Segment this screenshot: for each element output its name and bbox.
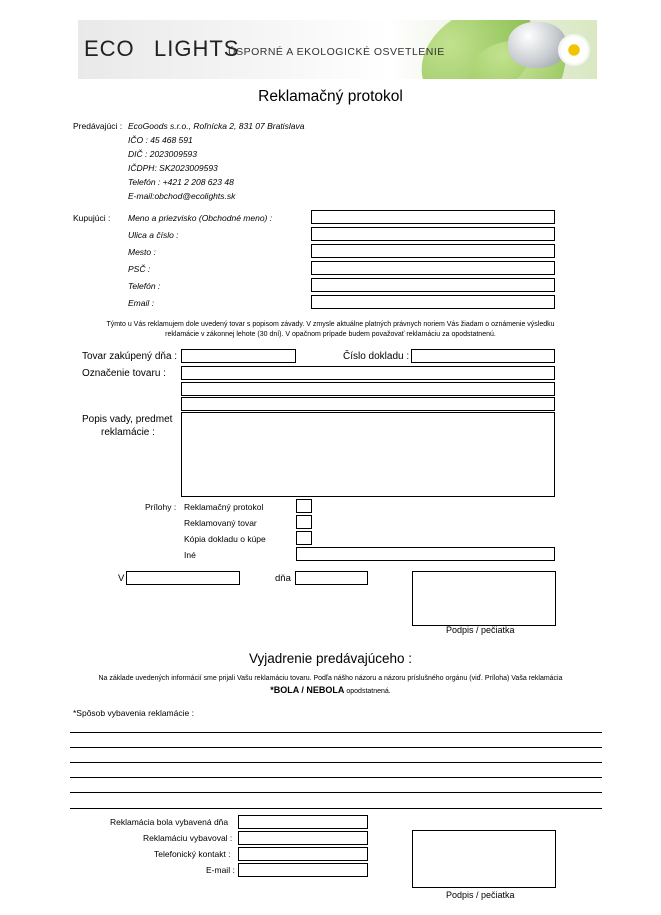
notice-line: reklamácie v zákonnej lehote (30 dní). V opačnom prípade budem považovať reklamáciu za opodstatnenú. (165, 331, 496, 338)
resolved-date-label: Reklamácia bola vybavená dňa (110, 817, 229, 827)
product-field-3[interactable] (181, 397, 555, 411)
attachment-checkbox-protocol[interactable] (296, 499, 312, 513)
resolution-line[interactable] (70, 808, 602, 809)
product-field-1[interactable] (181, 366, 555, 380)
buyer-field-label: Meno a priezvisko (Obchodné meno) : (128, 213, 273, 223)
attachment-checkbox-receipt[interactable] (296, 531, 312, 545)
seller-line: IČO : 45 468 591 (128, 135, 193, 145)
logo-text-left: ECO (84, 36, 135, 61)
product-label: Označenie tovaru : (82, 368, 166, 379)
resolution-line[interactable] (70, 792, 602, 793)
purchased-date-label: Tovar zakúpený dňa : (82, 351, 178, 362)
attachment-other-field[interactable] (296, 547, 555, 561)
defect-label-2: reklamácie : (101, 427, 155, 438)
date-label: dňa (275, 573, 291, 584)
resolved-date-field[interactable] (238, 815, 368, 829)
product-field-2[interactable] (181, 382, 555, 396)
buyer-field-label: Telefón : (128, 281, 161, 291)
attachment-item: Reklamovaný tovar (184, 518, 257, 528)
email-contact-field[interactable] (238, 863, 368, 877)
verdict-suffix: opodstatnená. (346, 688, 391, 695)
attachment-item: Iné (184, 550, 196, 560)
defect-label: Popis vady, predmet (82, 414, 173, 425)
resolved-by-field[interactable] (238, 831, 368, 845)
seller-line: DIČ : 2023009593 (128, 149, 197, 159)
buyer-field-label: Mesto : (128, 247, 156, 257)
buyer-field-label: Email : (128, 298, 154, 308)
buyer-field-label: Ulica a číslo : (128, 230, 179, 240)
verdict-options: *BOLA / NEBOLA (270, 685, 345, 695)
seller-signature-label: Podpis / pečiatka (446, 890, 515, 900)
place-field[interactable] (126, 571, 240, 585)
place-label: V (118, 573, 125, 584)
buyer-field-label: PSČ : (128, 264, 151, 274)
document-number-field[interactable] (411, 349, 555, 363)
document-number-label: Číslo dokladu : (343, 351, 410, 362)
seller-statement-title: Vyjadrenie predávajúceho : (248, 651, 413, 666)
seller-signature-box[interactable] (412, 830, 556, 888)
buyer-signature-box[interactable] (412, 571, 556, 626)
attachment-item: Reklamačný protokol (184, 502, 264, 512)
email-contact-label: E-mail : (206, 865, 235, 875)
logo-text-right: LIGHTS (154, 36, 240, 61)
resolution-line[interactable] (70, 732, 602, 733)
resolved-by-label: Reklamáciu vybavoval : (143, 833, 233, 843)
resolution-line[interactable] (70, 762, 602, 763)
statement-line: Na základe uvedených informácií sme prijali Vašu reklamáciu tovaru. Podľa nášho názoru a názoru príslušného orgánu (viď. Príloha) Vaša reklamácia (98, 675, 563, 682)
seller-line: Telefón : +421 2 208 623 48 (128, 177, 234, 187)
buyer-street-field[interactable] (311, 227, 555, 241)
statement-line-2 (0, 686, 661, 695)
seller-line: IČDPH: SK2023009593 (128, 163, 218, 173)
attachment-checkbox-goods[interactable] (296, 515, 312, 529)
resolution-line[interactable] (70, 777, 602, 778)
buyer-signature-label: Podpis / pečiatka (446, 625, 515, 635)
header-banner (78, 20, 597, 79)
purchased-date-field[interactable] (181, 349, 296, 363)
buyer-zip-field[interactable] (311, 261, 555, 275)
seller-line: E-mail:obchod@ecolights.sk (128, 191, 236, 201)
seller-label: Predávajúci : (73, 121, 123, 131)
phone-contact-field[interactable] (238, 847, 368, 861)
date-field[interactable] (295, 571, 368, 585)
slogan: ÚSPORNÉ A EKOLOGICKÉ OSVETLENIE (228, 46, 445, 58)
notice-line: Týmto u Vás reklamujem dole uvedený tovar s popisom závady. V zmysle aktuálne platných právnych noriem Vás žiadam o oznámenie výsledku (106, 321, 555, 328)
attachment-item: Kópia dokladu o kúpe (184, 534, 266, 544)
attachments-label: Prílohy : (145, 502, 177, 512)
daisy-graphic (560, 36, 588, 64)
phone-contact-label: Telefonický kontakt : (154, 849, 231, 859)
seller-line: EcoGoods s.r.o., Roľnícka 2, 831 07 Bratislava (128, 121, 305, 131)
resolution-method-label: *Spôsob vybavenia reklamácie : (73, 708, 194, 718)
defect-description-field[interactable] (181, 412, 555, 497)
buyer-label: Kupujúci : (73, 213, 111, 223)
buyer-name-field[interactable] (311, 210, 555, 224)
buyer-city-field[interactable] (311, 244, 555, 258)
resolution-line[interactable] (70, 747, 602, 748)
buyer-email-field[interactable] (311, 295, 555, 309)
led-bulb-graphic (508, 22, 566, 68)
page-title: Reklamačný protokol (258, 88, 403, 105)
buyer-phone-field[interactable] (311, 278, 555, 292)
